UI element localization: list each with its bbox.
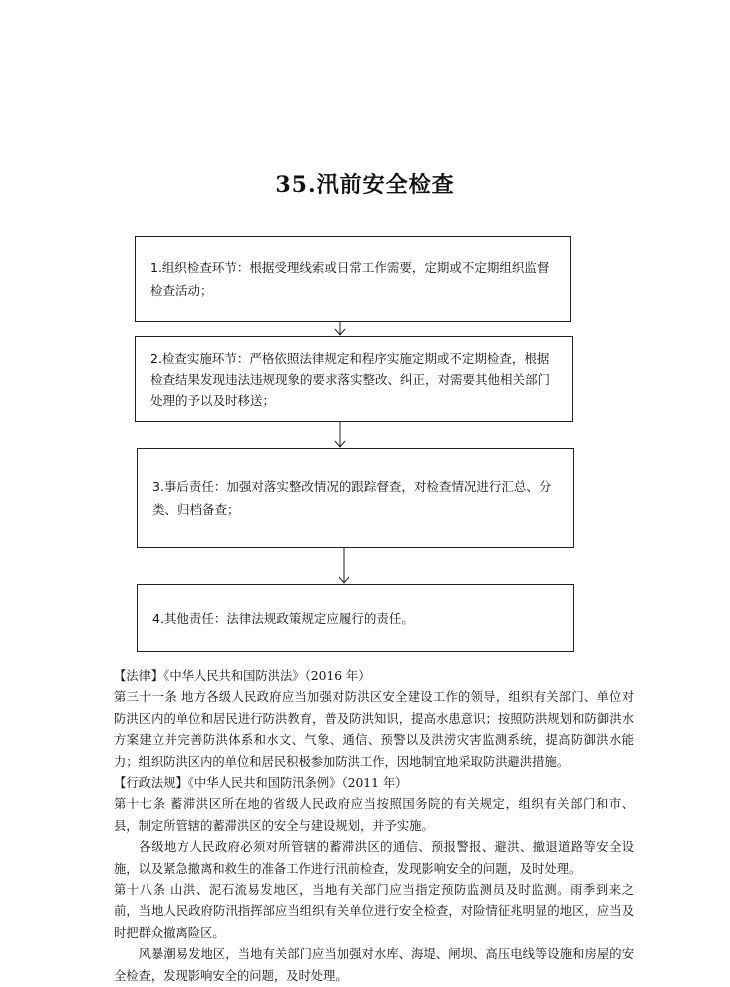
flow-step-2 bbox=[135, 336, 573, 422]
law-article-31: 第三十一条 地方各级人民政府应当加强对防洪区安全建设工作的领导，组织有关部门、单位对防洪区内的单位和居民进行防洪教育，普及防洪知识，提高水患意识；按照防洪规划和防御洪水方案建立并完善防洪体系和水文、气象、通信、预警以及洪涝灾害监测系统，提高防御洪水能力；组织防洪区内的单位和居民积极参加防洪工作，因地制宜地采取防洪避洪措施。 bbox=[114, 690, 634, 769]
arrow-down-icon bbox=[334, 422, 346, 448]
flow-step-4 bbox=[137, 584, 574, 652]
regulation-article-18: 第十八条 山洪、泥石流易发地区，当地有关部门应当指定预防监测员及时监测。雨季到来之前，当地人民政府防汛指挥部应当组织有关单位进行安全检查，对险情征兆明显的地区，应当及时把群众撤离险区。 bbox=[114, 883, 634, 940]
regulation-article-18-paragraph-2: 风暴潮易发地区，当地有关部门应当加强对水库、海堤、闸坝、高压电线等设施和房屋的安全检查，发现影响安全的问题，及时处理。 bbox=[114, 947, 634, 983]
regulation-header: 【行政法规】《中华人民共和国防汛条例》（2011 年） bbox=[114, 776, 408, 791]
flow-step-4-text: 4.其他责任：法律法规政策规定应履行的责任。 bbox=[152, 610, 414, 626]
flow-step-2-text: 2.检查实施环节：严格依照法律规定和程序实施定期或不定期检查，根据检查结果发现违法违规现象的要求落实整改、纠正，对需要其他相关部门处理的予以及时移送； bbox=[150, 350, 551, 408]
flow-step-3 bbox=[137, 448, 574, 548]
arrow-down-icon bbox=[334, 322, 346, 336]
law-header: 【法律】《中华人民共和国防洪法》（2016 年） bbox=[114, 669, 371, 683]
regulation-article-17-paragraph-2: 各级地方人民政府必须对所管辖的蓄滞洪区的通信、预报警报、避洪、撤退道路等安全设施，以及紧急撤离和救生的准备工作进行汛前检查，发现影响安全的问题，及时处理。 bbox=[114, 840, 634, 876]
regulation-article-17: 第十七条 蓄滞洪区所在地的省级人民政府应当按照国务院的有关规定，组织有关部门和市、县，制定所管辖的蓄滞洪区的安全与建设规划，并予实施。 bbox=[114, 797, 634, 833]
flow-step-1 bbox=[135, 236, 571, 322]
arrow-down-icon bbox=[338, 548, 350, 584]
flow-step-3-text: 3.事后责任：加强对落实整改情况的跟踪督查，对检查情况进行汇总、分类、归档备查； bbox=[152, 479, 552, 517]
legal-basis bbox=[114, 666, 634, 987]
flow-step-1-text: 1.组织检查环节：根据受理线索或日常工作需要，定期或不定期组织监督检查活动； bbox=[150, 260, 550, 298]
page-title: 35.汛前安全检查 bbox=[275, 172, 455, 198]
